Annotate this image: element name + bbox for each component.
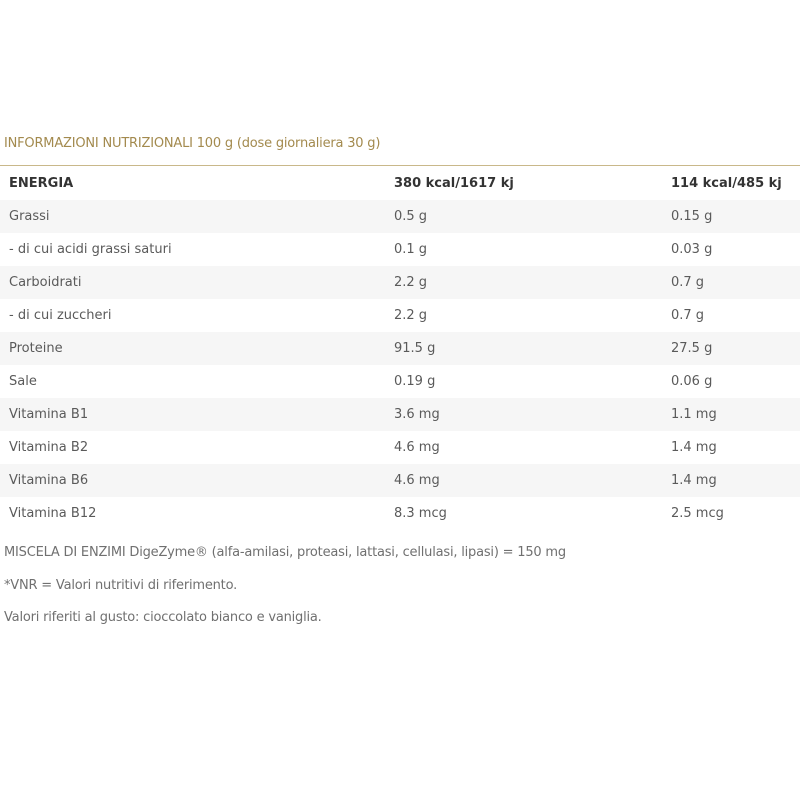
table-row [0, 497, 800, 530]
table-row [0, 266, 800, 299]
title-divider [0, 165, 800, 166]
table-row [0, 332, 800, 365]
nutrient-per-100g: 0.5 g [384, 200, 661, 233]
table-header-row [0, 167, 800, 200]
nutrient-label: Carboidrati [0, 266, 384, 299]
enzyme-blend-note: MISCELA DI ENZIMI DigeZyme® (alfa-amilasi, proteasi, lattasi, cellulasi, lipasi) = 150 mg [4, 545, 566, 560]
nutrition-title: INFORMAZIONI NUTRIZIONALI 100 g (dose giornaliera 30 g) [4, 136, 381, 151]
nutrient-per-100g: 0.1 g [394, 242, 428, 257]
nutrient-per-100g: 4.6 mg [394, 440, 440, 455]
table-row [0, 431, 800, 464]
nutrient-per-100g: 0.19 g [394, 374, 436, 389]
flavor-note: Valori riferiti al gusto: cioccolato bianco e vaniglia. [4, 610, 322, 625]
table-row [0, 299, 800, 332]
nutrient-per-100g: 8.3 mcg [394, 506, 447, 521]
nutrient-label: Grassi [0, 200, 384, 233]
nutrient-label: Sale [9, 374, 37, 389]
nutrient-per-100g: 3.6 mg [384, 398, 661, 431]
nutrient-per-dose: 27.5 g [661, 332, 800, 365]
energy-label: ENERGIA [9, 176, 74, 191]
nutrient-label: Vitamina B2 [9, 440, 89, 455]
table-row [0, 464, 800, 497]
nutrient-label: Vitamina B6 [0, 464, 384, 497]
nutrient-per-100g: 2.2 g [384, 266, 661, 299]
nutrient-per-dose: 0.15 g [661, 200, 800, 233]
vnr-footnote: *VNR = Valori nutritivi di riferimento. [4, 578, 238, 593]
energy-per-dose: 114 kcal/485 kj [671, 176, 782, 191]
nutrient-per-dose: 0.06 g [671, 374, 713, 389]
nutrient-per-100g: 91.5 g [384, 332, 661, 365]
nutrient-label: Vitamina B1 [0, 398, 384, 431]
nutrient-per-dose: 1.4 mg [671, 440, 717, 455]
nutrient-per-100g: 4.6 mg [384, 464, 661, 497]
nutrient-label: Vitamina B12 [9, 506, 97, 521]
nutrient-per-dose: 2.5 mcg [671, 506, 724, 521]
nutrient-per-dose: 0.7 g [661, 266, 800, 299]
nutrient-per-dose: 1.1 mg [661, 398, 800, 431]
nutrient-label: - di cui acidi grassi saturi [9, 242, 172, 257]
table-row [0, 365, 800, 398]
nutrient-label: Proteine [0, 332, 384, 365]
table-row [0, 398, 800, 431]
table-row [0, 233, 800, 266]
energy-per-100g: 380 kcal/1617 kj [394, 176, 514, 191]
nutrient-label: - di cui zuccheri [9, 308, 112, 323]
table-row [0, 200, 800, 233]
nutrient-per-dose: 0.03 g [671, 242, 713, 257]
nutrient-per-dose: 1.4 mg [661, 464, 800, 497]
nutrition-table [0, 167, 800, 530]
nutrient-per-100g: 2.2 g [394, 308, 428, 323]
nutrient-per-dose: 0.7 g [671, 308, 705, 323]
